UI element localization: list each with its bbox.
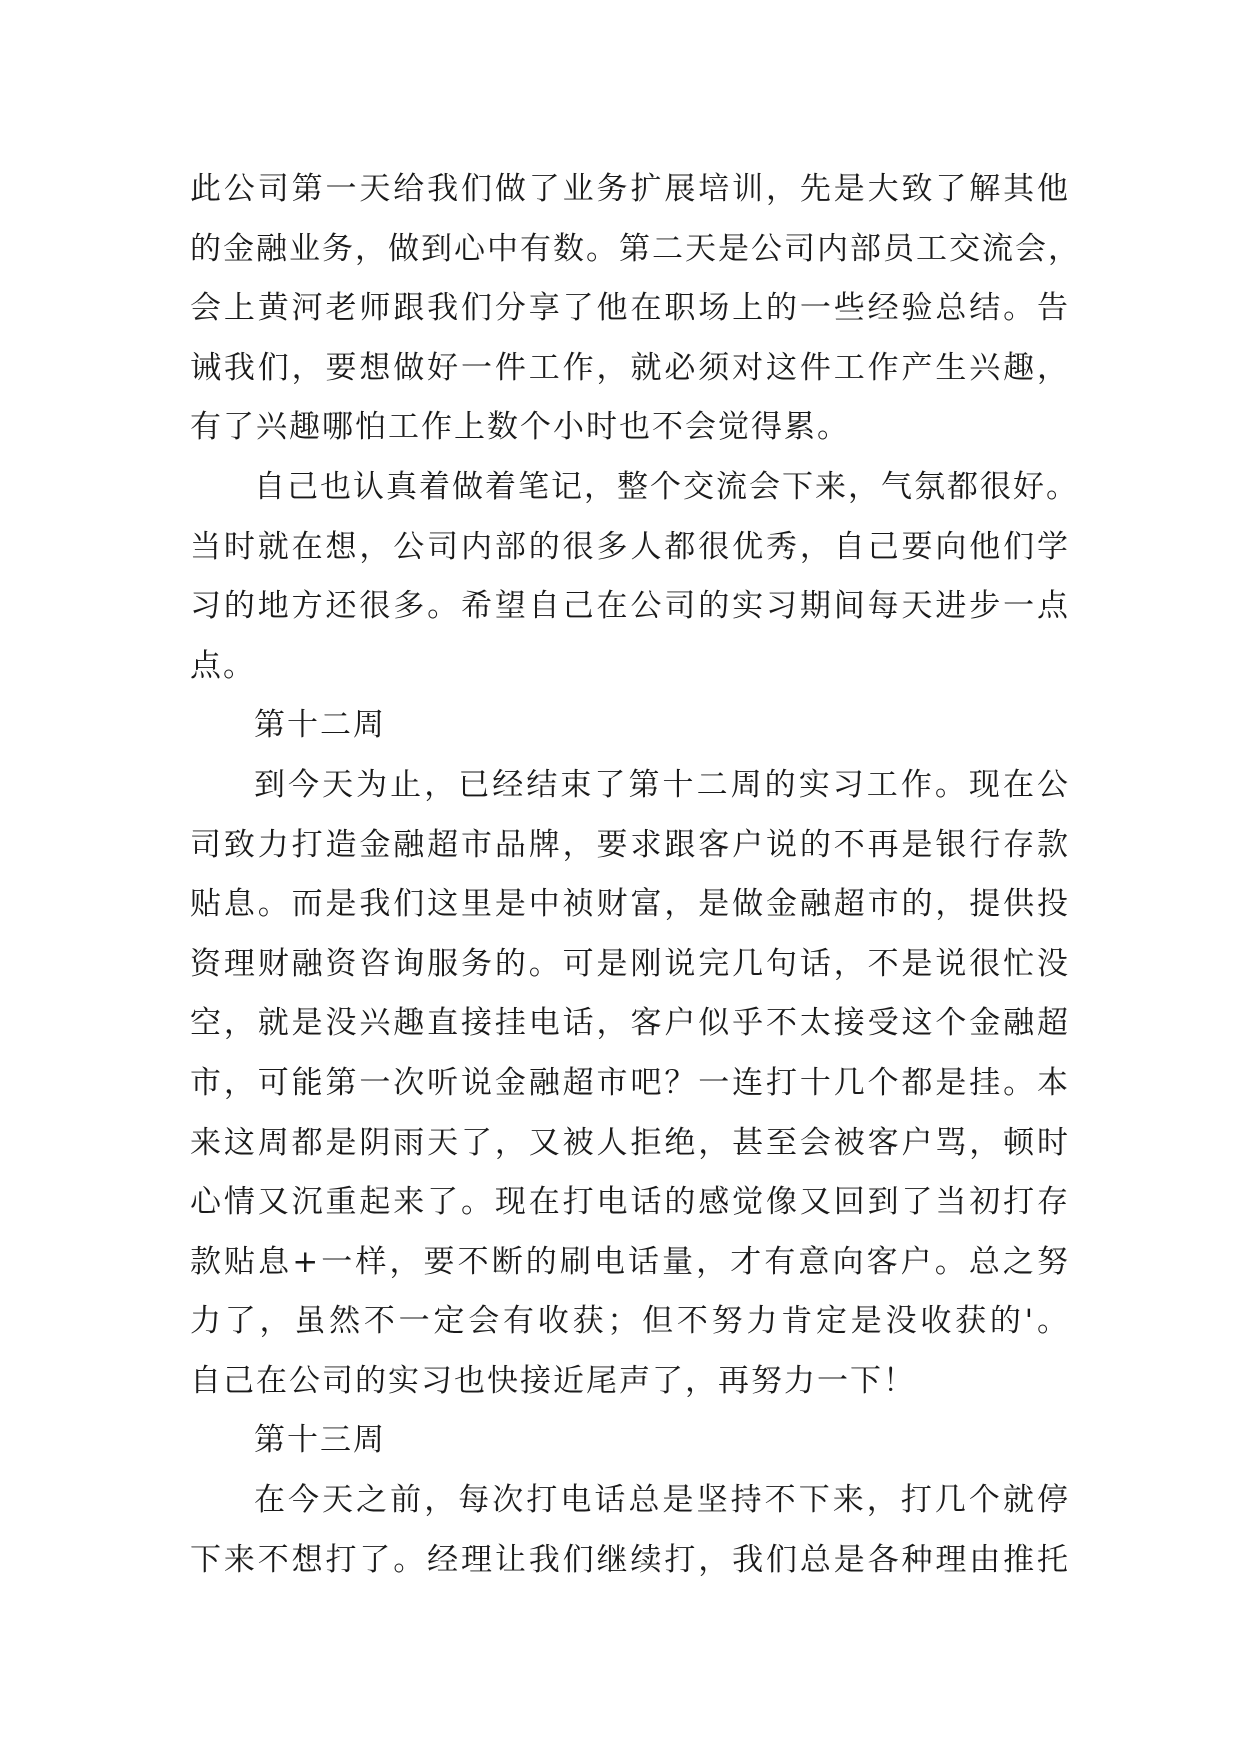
text-line: 来这周都是阴雨天了，又被人拒绝，甚至会被客户骂，顿时 [190, 1124, 1070, 1161]
text-line: 资理财融资咨询服务的。可是刚说完几句话，不是说很忙没 [190, 945, 1070, 982]
text-line: 此公司第一天给我们做了业务扩展培训，先是大致了解其他 [190, 171, 1070, 207]
text-line: 司致力打造金融超市品牌，要求跟客户说的不再是银行存款 [190, 826, 1070, 863]
section-heading-week-13: 第十三周 [254, 1422, 386, 1459]
text-line: 会上黄河老师跟我们分享了他在职场上的一些经验总结。告 [190, 290, 1070, 327]
text-line: 的金融业务，做到心中有数。第二天是公司内部员工交流会， [190, 230, 1081, 267]
document-body [190, 160, 1081, 1590]
text-line: 力了，虽然不一定会有收获；但不努力肯定是没收获的'。 [190, 1303, 1070, 1340]
paragraph-start: 在今天之前，每次打电话总是坚持不下来，打几个就停 [254, 1482, 1070, 1519]
text-line: 习的地方还很多。希望自己在公司的实习期间每天进步一点 [190, 588, 1070, 625]
text-line: 款贴息+一样，要不断的刷电话量，才有意向客户。总之努 [190, 1243, 1070, 1280]
text-line: 下来不想打了。经理让我们继续打，我们总是各种理由推托 [190, 1541, 1070, 1578]
text-line: 空，就是没兴趣直接挂电话，客户似乎不太接受这个金融超 [190, 1005, 1070, 1042]
paragraph-start: 到今天为止，已经结束了第十二周的实习工作。现在公 [254, 766, 1070, 803]
text-line: 点。 [190, 647, 256, 684]
text-line: 有了兴趣哪怕工作上数个小时也不会觉得累。 [190, 409, 850, 446]
text-line: 心情又沉重起来了。现在打电话的感觉像又回到了当初打存 [190, 1184, 1070, 1221]
text-line: 诫我们，要想做好一件工作，就必须对这件工作产生兴趣， [190, 349, 1070, 386]
paragraph-start: 自己也认真着做着笔记，整个交流会下来，气氛都很好。 [254, 468, 1079, 505]
text-line: 贴息。而是我们这里是中祯财富，是做金融超市的，提供投 [190, 886, 1070, 923]
text-line: 市，可能第一次听说金融超市吧？一连打十几个都是挂。本 [190, 1064, 1070, 1101]
section-heading-week-12: 第十二周 [254, 707, 386, 744]
text-line: 自己在公司的实习也快接近尾声了，再努力一下！ [190, 1362, 916, 1399]
text-line: 当时就在想，公司内部的很多人都很优秀，自己要向他们学 [190, 528, 1070, 565]
